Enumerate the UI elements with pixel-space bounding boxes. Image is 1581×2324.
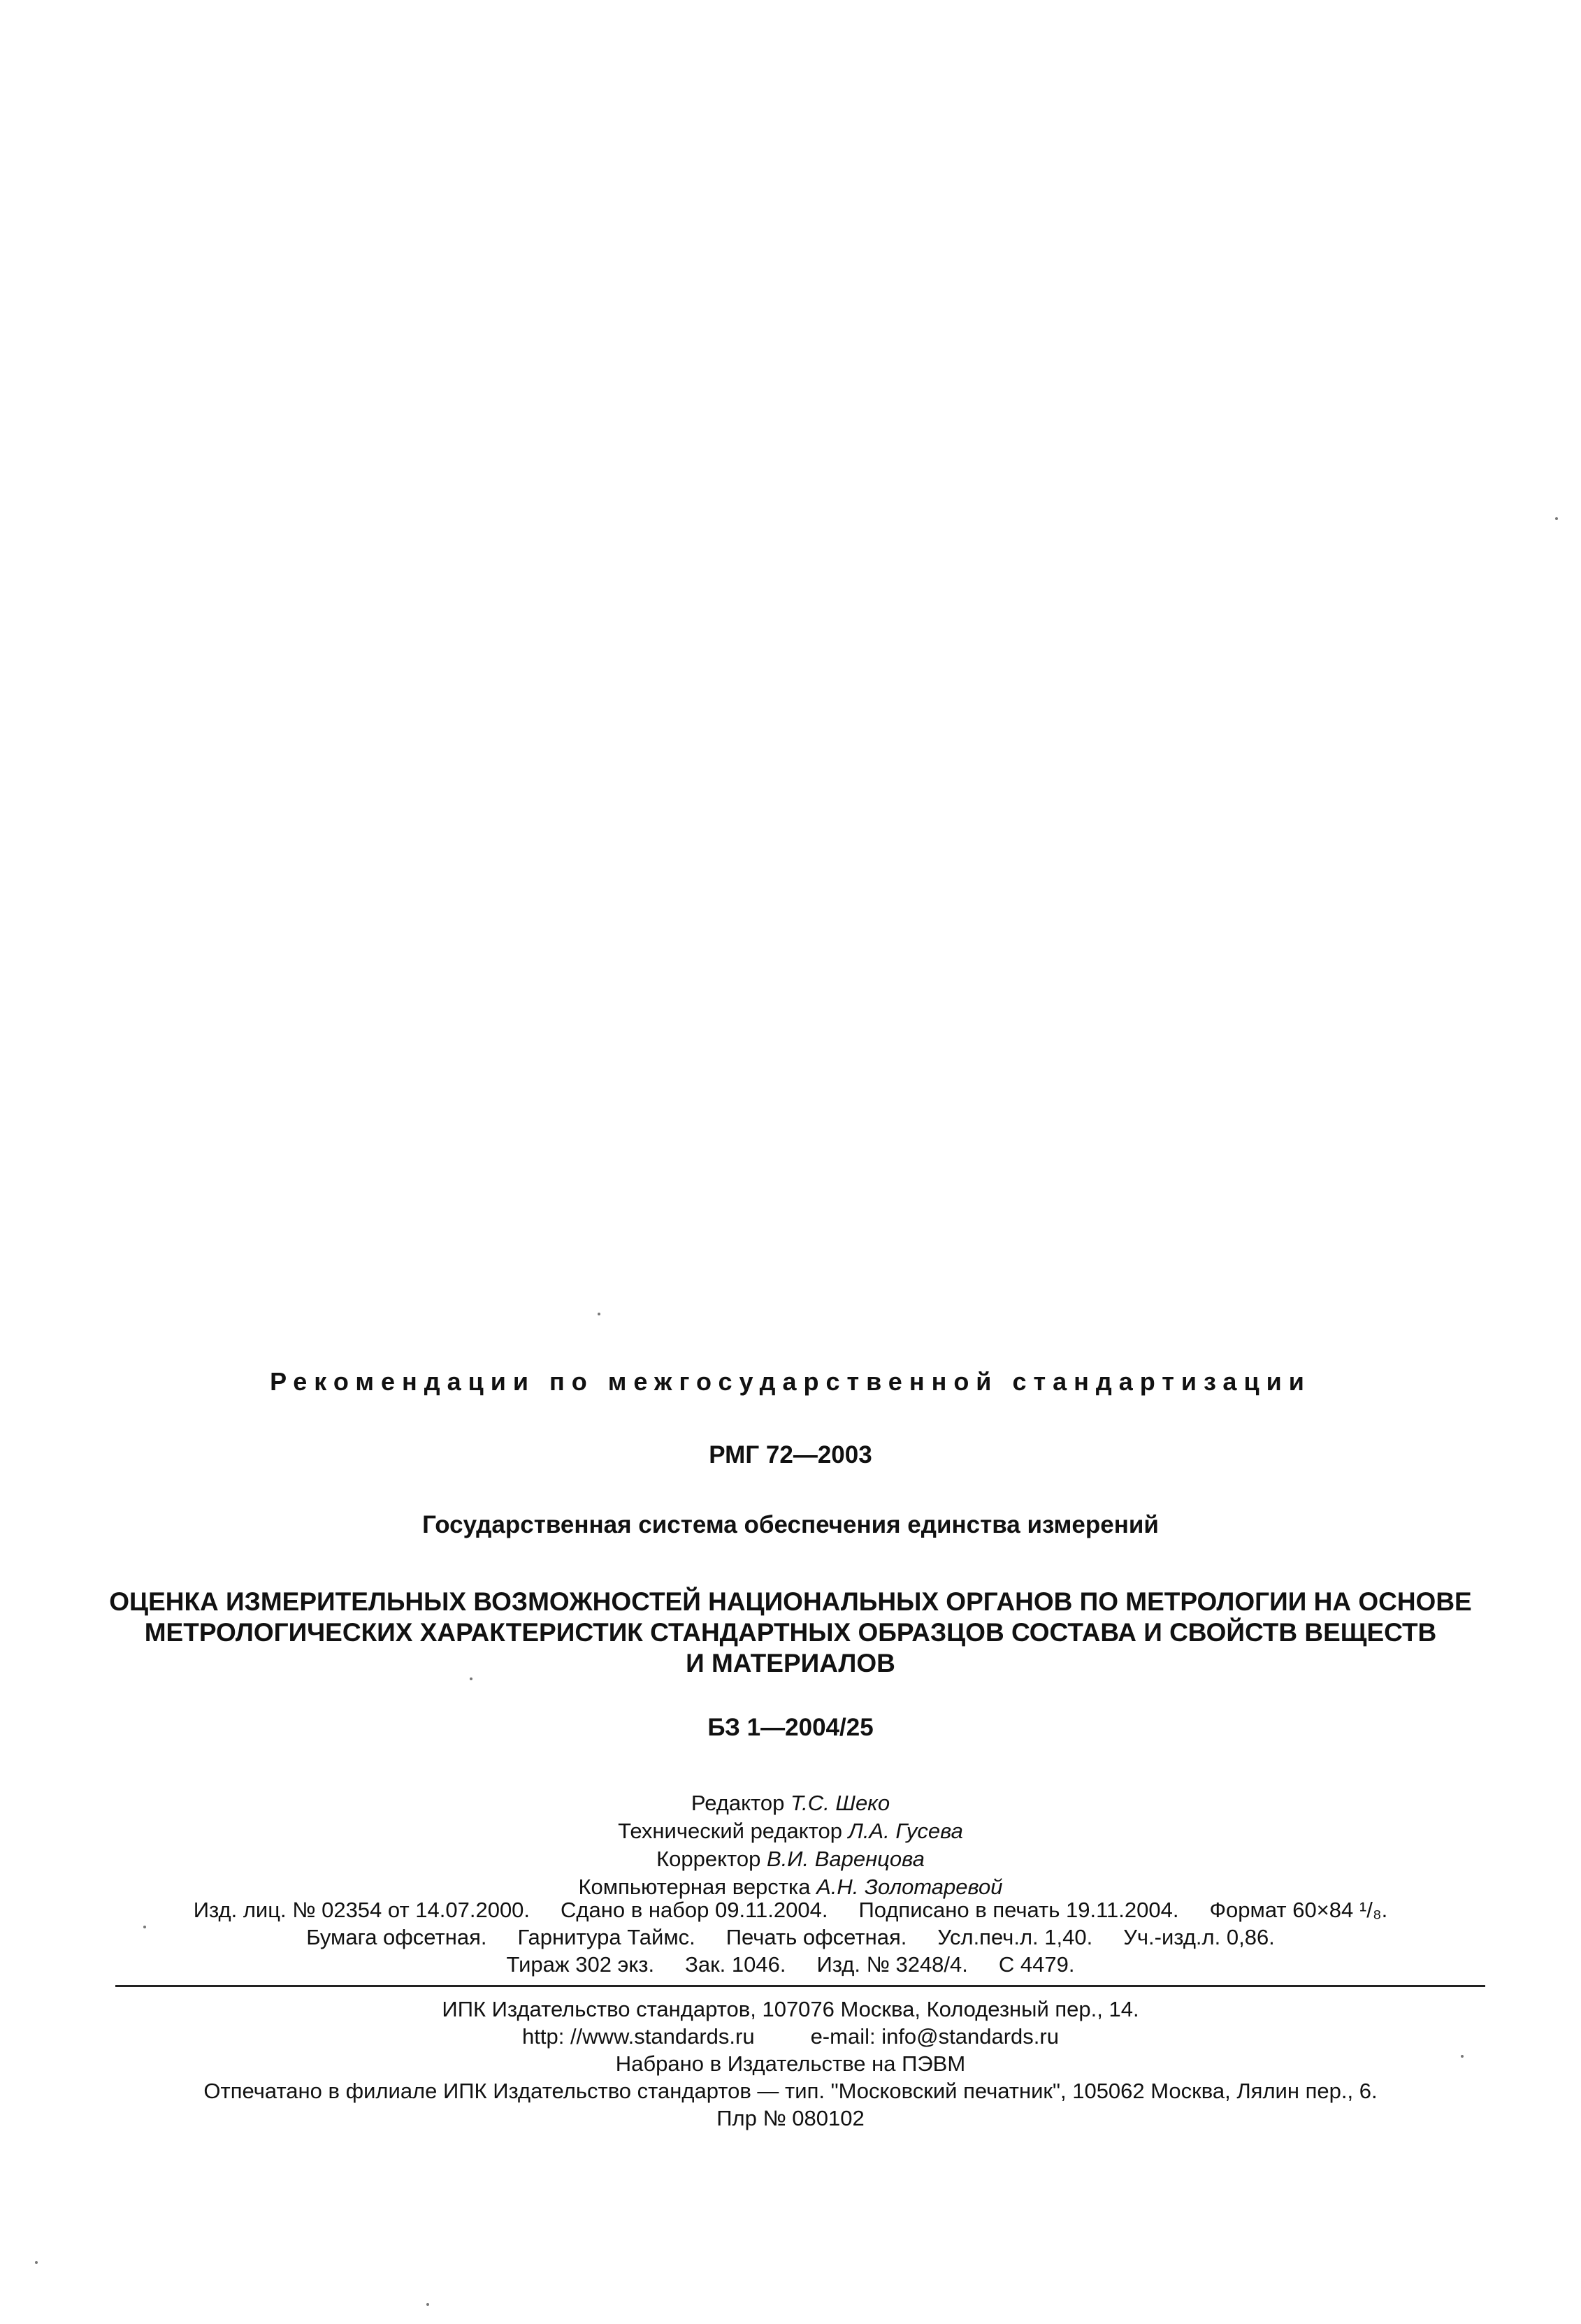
credit-person: А.Н. Золотаревой: [816, 1875, 1003, 1899]
publisher-printed: Отпечатано в филиале ИПК Издательство стандартов — тип. "Московский печатник", 105062 Москва, Лялин пер., 6.: [203, 2079, 1378, 2103]
series-heading: Рекомендации по межгосударственной стандартизации: [270, 1367, 1311, 1396]
imprint: [0, 1896, 1581, 1978]
title-line-2: МЕТРОЛОГИЧЕСКИХ ХАРАКТЕРИСТИК СТАНДАРТНЫХ ОБРАЗЦОВ СОСТАВА И СВОЙСТВ ВЕЩЕСТВ: [144, 1618, 1437, 1647]
system-heading: Государственная система обеспечения единства измерений: [422, 1511, 1159, 1538]
credit-role: Корректор: [656, 1847, 761, 1871]
credit-person: В.И. Варенцова: [767, 1847, 925, 1871]
imprint-typeface: Гарнитура Таймс.: [517, 1925, 695, 1949]
credit-tech-editor: [0, 1817, 1581, 1845]
credit-person: Т.С. Шеко: [790, 1791, 890, 1815]
publisher-web-link[interactable]: http: //www.standards.ru: [522, 2024, 755, 2049]
scan-speck: [1555, 517, 1558, 520]
scan-speck: [598, 1313, 600, 1315]
imprint-print-sheets: Усл.печ.л. 1,40.: [937, 1925, 1093, 1949]
imprint-print-date: Подписано в печать 19.11.2004.: [858, 1898, 1179, 1922]
imprint-code: С 4479.: [998, 1952, 1075, 1977]
publisher-email-link[interactable]: e-mail: info@standards.ru: [810, 2024, 1059, 2049]
publisher-address: ИПК Издательство стандартов, 107076 Москва, Колодезный пер., 14.: [442, 1997, 1139, 2021]
publisher-contacts: [0, 2023, 1581, 2050]
credit-role: Технический редактор: [618, 1819, 842, 1843]
title-line-1: ОЦЕНКА ИЗМЕРИТЕЛЬНЫХ ВОЗМОЖНОСТЕЙ НАЦИОНАЛЬНЫХ ОРГАНОВ ПО МЕТРОЛОГИИ НА ОСНОВЕ: [109, 1587, 1472, 1616]
imprint-printing: Печать офсетная.: [725, 1925, 907, 1949]
imprint-paper: Бумага офсетная.: [306, 1925, 487, 1949]
scan-speck: [470, 1677, 472, 1680]
publisher-info: [0, 1995, 1581, 2132]
imprint-order: Зак. 1046.: [685, 1952, 786, 1977]
credit-role: Редактор: [691, 1791, 785, 1815]
scan-speck: [35, 2261, 38, 2264]
credit-person: Л.А. Гусева: [848, 1819, 963, 1843]
imprint-row-3: [0, 1951, 1581, 1978]
imprint-row-2: [0, 1924, 1581, 1951]
imprint-typeset-date: Сдано в набор 09.11.2004.: [561, 1898, 828, 1922]
credit-proofreader: [0, 1845, 1581, 1873]
publisher-plr: Плр № 080102: [716, 2106, 865, 2130]
scan-speck: [426, 2303, 429, 2306]
document-title: [0, 1587, 1581, 1679]
document-number: РМГ 72—2003: [709, 1441, 872, 1468]
credits: [0, 1789, 1581, 1901]
credit-editor: [0, 1789, 1581, 1817]
credit-role: Компьютерная верстка: [578, 1875, 811, 1899]
scan-speck: [143, 1926, 146, 1928]
imprint-pub-sheets: Уч.-изд.л. 0,86.: [1123, 1925, 1275, 1949]
imprint-format: Формат 60×84 ¹/₈.: [1209, 1898, 1388, 1922]
imprint-pub-number: Изд. № 3248/4.: [816, 1952, 968, 1977]
title-line-3: И МАТЕРИАЛОВ: [686, 1649, 895, 1677]
divider-line: [115, 1985, 1485, 1987]
imprint-circulation: Тираж 302 экз.: [506, 1952, 655, 1977]
imprint-row-1: [0, 1896, 1581, 1924]
bz-number: БЗ 1—2004/25: [707, 1714, 874, 1741]
scan-speck: [1461, 2055, 1464, 2058]
publisher-typeset: Набрано в Издательстве на ПЭВМ: [615, 2051, 966, 2076]
imprint-license: Изд. лиц. № 02354 от 14.07.2000.: [193, 1898, 530, 1922]
